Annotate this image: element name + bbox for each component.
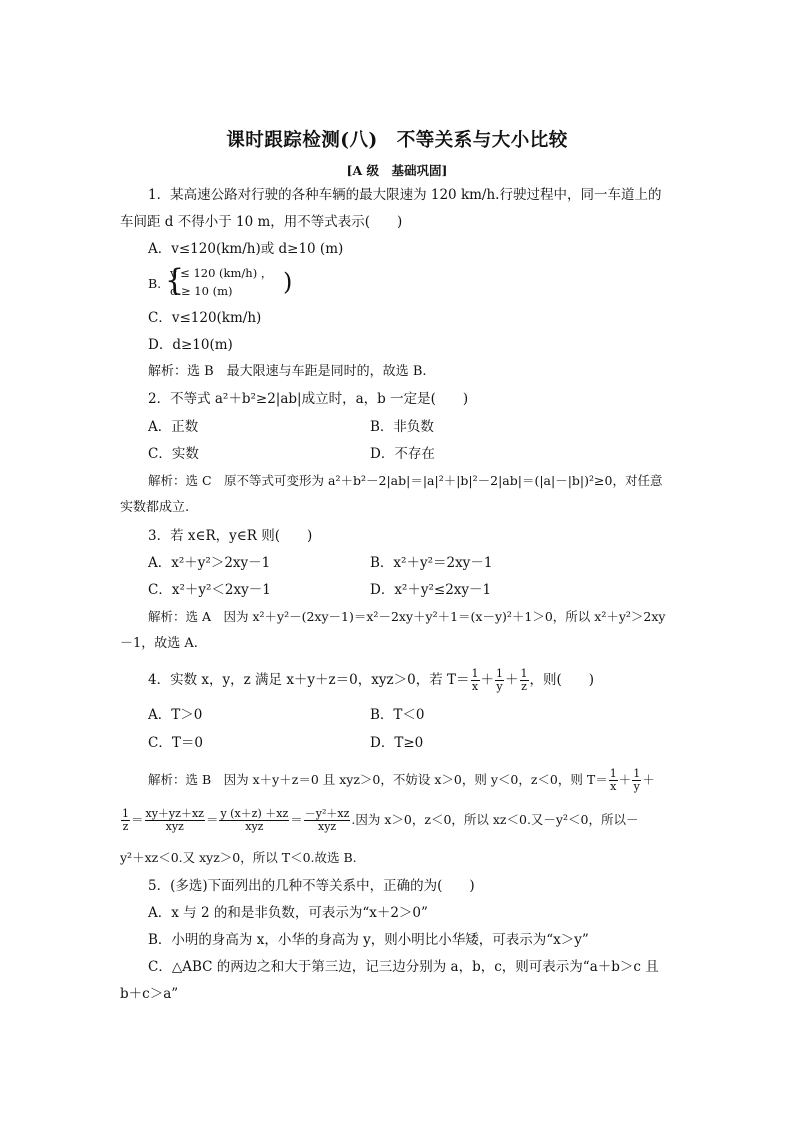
section-subtitle: [A 级 基础巩固] [346, 163, 448, 178]
q1-option-b-brace: { [165, 263, 185, 298]
q4-analysis-line1: 解析：选 B 因为 x＋y＋z＝0 且 xyz＞0，不妨设 x＞0，则 y＜0，z＜0，则 T＝ $\frac{1}{x}$ ＋ $\frac{1}{y}$ ＋ [148, 767, 655, 793]
q4-stem-end: ，则( ) [529, 672, 595, 688]
q2-option-d: D．不存在 [370, 446, 435, 462]
frac-denominator: y [633, 780, 640, 793]
frac-denominator: y [496, 680, 503, 693]
q4-analysis-line3: y²＋xz＜0.又 xyz＞0，所以 T＜0.故选 B. [120, 850, 357, 865]
frac-denominator: xyz [317, 820, 337, 833]
frac-numerator: 1 [633, 767, 641, 780]
frac-numerator: 1 [520, 667, 528, 680]
q4-option-a: A．T＞0 [148, 707, 203, 723]
q2-option-c: C．实数 [148, 446, 199, 462]
q4-analysis-text: 解析：选 B 因为 x＋y＋z＝0 且 xyz＞0，不妨设 x＞0，则 y＜0，z＜0，则 T＝ [148, 772, 608, 787]
q4-analysis-line2-text: .因为 x＞0，z＜0，所以 xz＜0.又－y²＜0，所以－ [351, 812, 639, 827]
frac-denominator: z [521, 680, 527, 693]
q1-option-a: A．v≤120(km/h)或 d≥10 (m) [148, 241, 344, 257]
q4-analysis-frac-1-over-x [609, 768, 618, 793]
q4-analysis-line2: $\frac{1}{z}$ ＝ $\frac{xy+yz+xz}{\text{xyz}}$ ＝ $\frac{y (x+z) +xz}{\text{xyz}}$ ＝ $\frac{\text{－y²＋xz}}{\text{xyz}}$ .因为 x＞0，z＜0，所以 xz＜0.又－y²＜0，所以－ [122, 807, 639, 833]
page-title: 课时跟踪检测(八) 不等关系与大小比较 [226, 130, 568, 151]
q4-analysis-frac-sum [145, 808, 205, 833]
q2-option-a: A．正数 [148, 419, 199, 435]
frac-numerator: 1 [496, 667, 503, 680]
frac-numerator: －y²＋xz [304, 807, 350, 820]
q1-option-b-line1: v ≤ 120 (km/h) ， [170, 266, 273, 280]
frac-numerator: y (x＋z) ＋xz [220, 807, 289, 820]
q4-analysis-frac-1-over-z [121, 808, 130, 833]
q3-option-a: A．x²＋y²＞2xy－1 [148, 555, 271, 571]
q2-stem: 2．不等式 a²＋b²≥2|ab|成立时，a，b 一定是( ) [148, 391, 469, 407]
q4-option-b: B．T＜0 [370, 707, 425, 723]
q4-option-c: C．T＝0 [148, 735, 203, 751]
q3-analysis-line2: －1，故选 A. [120, 636, 198, 651]
frac-numerator: 1 [609, 767, 617, 780]
q1-stem-line2: 车间距 d 不得小于 10 m，用不等式表示( ) [120, 214, 403, 230]
q3-stem: 3．若 x∈R，y∈R 则( ) [148, 528, 313, 544]
q2-analysis-line2: 实数都成立. [120, 500, 190, 515]
q5-option-c-line1: C．△ABC 的两边之和大于第三边，记三边分别为 a，b，c，则可表示为“a＋b＞c 且 [148, 959, 659, 975]
frac-denominator: xyz [165, 820, 184, 833]
frac-denominator: x [610, 780, 617, 793]
q2-option-b: B．非负数 [370, 419, 434, 435]
q4-option-d: D．T≥0 [370, 735, 424, 751]
q5-stem: 5．(多选)下面列出的几种不等关系中，正确的为( ) [148, 878, 475, 894]
q3-option-b: B．x²＋y²＝2xy－1 [370, 555, 493, 571]
q2-analysis-line1: 解析：选 C 原不等式可变形为 a²＋b²－2|ab|＝|a|²＋|b|²－2|ab|＝(|a|－|b|)²≥0，对任意 [148, 473, 663, 488]
q1-stem-line1: 1．某高速公路对行驶的各种车辆的最大限速为 120 km/h.行驶过程中，同一车道上的 [148, 187, 662, 203]
frac-denominator: xyz [245, 820, 264, 833]
q4-analysis-frac-1-over-y [632, 768, 641, 793]
q1-option-c: C．v≤120(km/h) [148, 310, 262, 326]
q5-option-c-line2: b＋c＞a” [120, 986, 179, 1002]
q5-option-a: A．x 与 2 的和是非负数，可表示为“x＋2＞0” [148, 905, 428, 921]
q1-option-d: D．d≥10(m) [148, 337, 233, 353]
q3-option-c: C．x²＋y²＜2xy－1 [148, 582, 271, 598]
q4-frac-1-over-y [495, 668, 504, 693]
frac-numerator: 1 [471, 667, 479, 680]
q4-frac-1-over-z [520, 668, 529, 693]
q4-stem: 4．实数 x，y，z 满足 x＋y＋z＝0，xyz＞0，若 T＝ $\frac{1}{x}$ ＋ $\frac{1}{y}$ ＋ $\frac{1}{z}$ ，则( ) [148, 667, 595, 693]
q4-stem-text: 4．实数 x，y，z 满足 x＋y＋z＝0，xyz＞0，若 T＝ [148, 672, 470, 688]
q1-option-b-line2: d ≥ 10 (m) [170, 284, 233, 298]
frac-denominator: z [122, 820, 129, 833]
q5-option-b: B．小明的身高为 x，小华的身高为 y，则小明比小华矮，可表示为“x＞y” [148, 932, 589, 948]
frac-numerator: 1 [122, 807, 129, 820]
q3-analysis-line1: 解析：选 A 因为 x²＋y²－(2xy－1)＝x²－2xy＋y²＋1＝(x－y)²＋1＞0，所以 x²＋y²＞2xy [148, 609, 666, 624]
q1-option-b-paren: ) [283, 268, 293, 296]
q4-frac-1-over-x [471, 668, 480, 693]
q4-analysis-frac-factored [219, 808, 289, 833]
q4-analysis-frac-simplified [304, 808, 351, 833]
frac-denominator: x [471, 680, 479, 693]
q3-option-d: D．x²＋y²≤2xy－1 [370, 582, 492, 598]
q1-analysis: 解析：选 B 最大限速与车距是同时的，故选 B. [148, 364, 427, 379]
frac-numerator: xy＋yz＋xz [145, 807, 204, 820]
q1-option-b-label: B. [148, 276, 162, 291]
